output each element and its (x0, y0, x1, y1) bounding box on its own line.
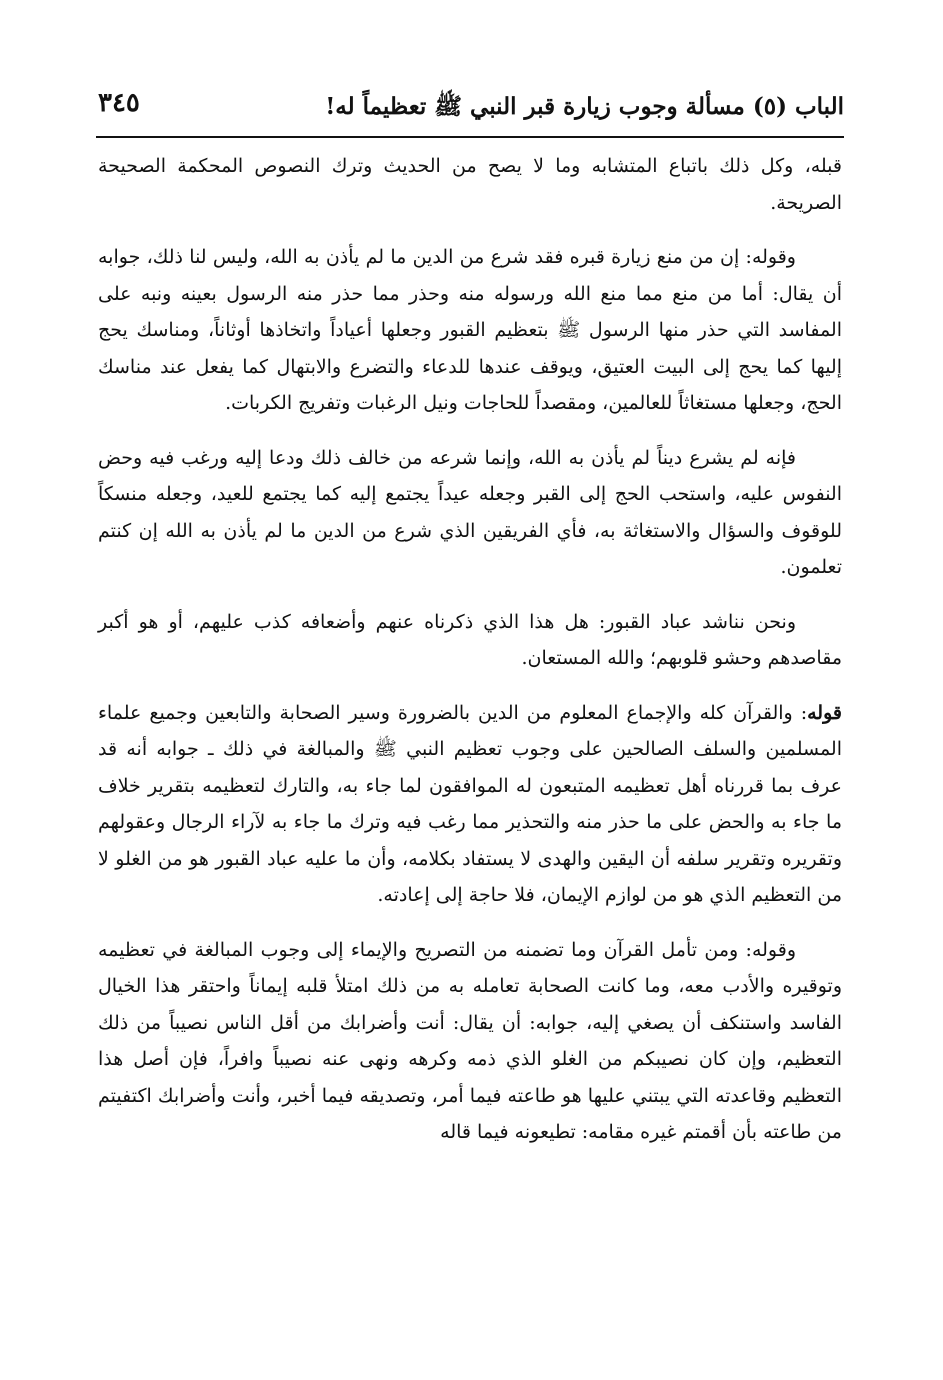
paragraph-text: وقوله: ومن تأمل القرآن وما تضمنه من التصريح والإيماء إلى وجوب المبالغة في تعظيمه وتوقيره والأدب معه، وما كانت الصحابة تعامله به من ذلك امتلأ قلبه إيماناً واحتقر هذا الخيال الفاسد واستنكف أن يصغي إليه، جوابه: أن يقال: أنت وأضرابك من أقل الناس نصيباً من ذلك التعظيم، وإن كان نصيبكم من الغلو الذي ذمه وكرهه ونهى عنه نصيباً وافراً، فإن أصل هذا التعظيم وقاعدته التي يبتني عليها هو طاعته فيما أمر، وتصديقه فيما أخبر، وأنت وأضرابك اكتفيتم من طاعته بأن أقمتم غيره مقامه: تطيعونه فيما قاله (98, 938, 842, 1143)
paragraph-3 (98, 440, 842, 586)
header-divider (96, 136, 844, 138)
page-number: ٣٤٥ (98, 88, 140, 118)
running-header (96, 86, 844, 130)
paragraph-6 (98, 932, 842, 1151)
paragraph-text: ونحن نناشد عباد القبور: هل هذا الذي ذكرناه عنهم وأضعافه كذب عليهم، أو هو أكبر مقاصدهم وحشو قلوبهم؛ والله المستعان. (98, 610, 842, 669)
chapter-title: الباب (٥) مسألة وجوب زيارة قبر النبي ﷺ تعظيماً له! (325, 93, 844, 120)
paragraph-2 (98, 239, 842, 422)
paragraph-text: وقوله: إن من منع زيارة قبره فقد شرع من الدين ما لم يأذن به الله، وليس لنا ذلك، جوابه أن يقال: أما من منع مما منع الله ورسوله منه وحذر مما حذر منه الرسول بعينه ونبه على المفاسد التي حذر منها الرسول ﷺ بتعظيم القبور وجعلها أعياداً واتخاذها أوثاناً، ومناسك يحج إليها كما يحج إلى البيت العتيق، ويوقف عندها للدعاء والتضرع والابتهال كما يفعل عند مناسك الحج، وجعلها مستغاثاً للعالمين، ومقصداً للحاجات ونيل الرغبات وتفريج الكربات. (98, 246, 842, 414)
paragraph-text: فإنه لم يشرع ديناً لم يأذن به الله، وإنما شرعه من خالف ذلك ودعا إليه ورغب فيه وحض النفوس عليه، واستحب الحج إلى القبر وجعله عيداً يجتمع إليه كما يجتمع للعيد، وجعله منسكاً للوقوف والسؤال والاستغاثة به، فأي الفريقين الذي شرع من الدين ما لم يأذن به الله إن كنتم تعلمون. (98, 446, 842, 578)
page-body (98, 148, 842, 1169)
paragraph-lead-word: قوله (807, 701, 842, 724)
paragraph-text: : والقرآن كله والإجماع المعلوم من الدين بالضرورة وسير الصحابة والتابعين وجميع علماء المسلمين والسلف الصالحين على وجوب تعظيم النبي ﷺ والمبالغة في ذلك ـ جوابه أنه قد عرف بما قررناه أهل تعظيمه المتبعون له الموافقون لما جاء به، والتارك لتعظيمه بتقرير خلاف ما جاء به والحض على ما حذر منه والتحذير مما رغب فيه وترك ما جاء به لآراء الرجال وعقولهم وتقريره وتقرير سلفه أن اليقين والهدى لا يستفاد بكلامه، وأن ما عليه عباد القبور هو من الغلو لا من التعظيم الذي هو من لوازم الإيمان، فلا حاجة إلى إعادته. (98, 701, 842, 906)
paragraph-1 (98, 148, 842, 221)
paragraph-4 (98, 604, 842, 677)
paragraph-5 (98, 695, 842, 914)
paragraph-text: قبله، وكل ذلك باتباع المتشابه وما لا يصح من الحديث وترك النصوص المحكمة الصحيحة الصريحة. (98, 155, 842, 214)
